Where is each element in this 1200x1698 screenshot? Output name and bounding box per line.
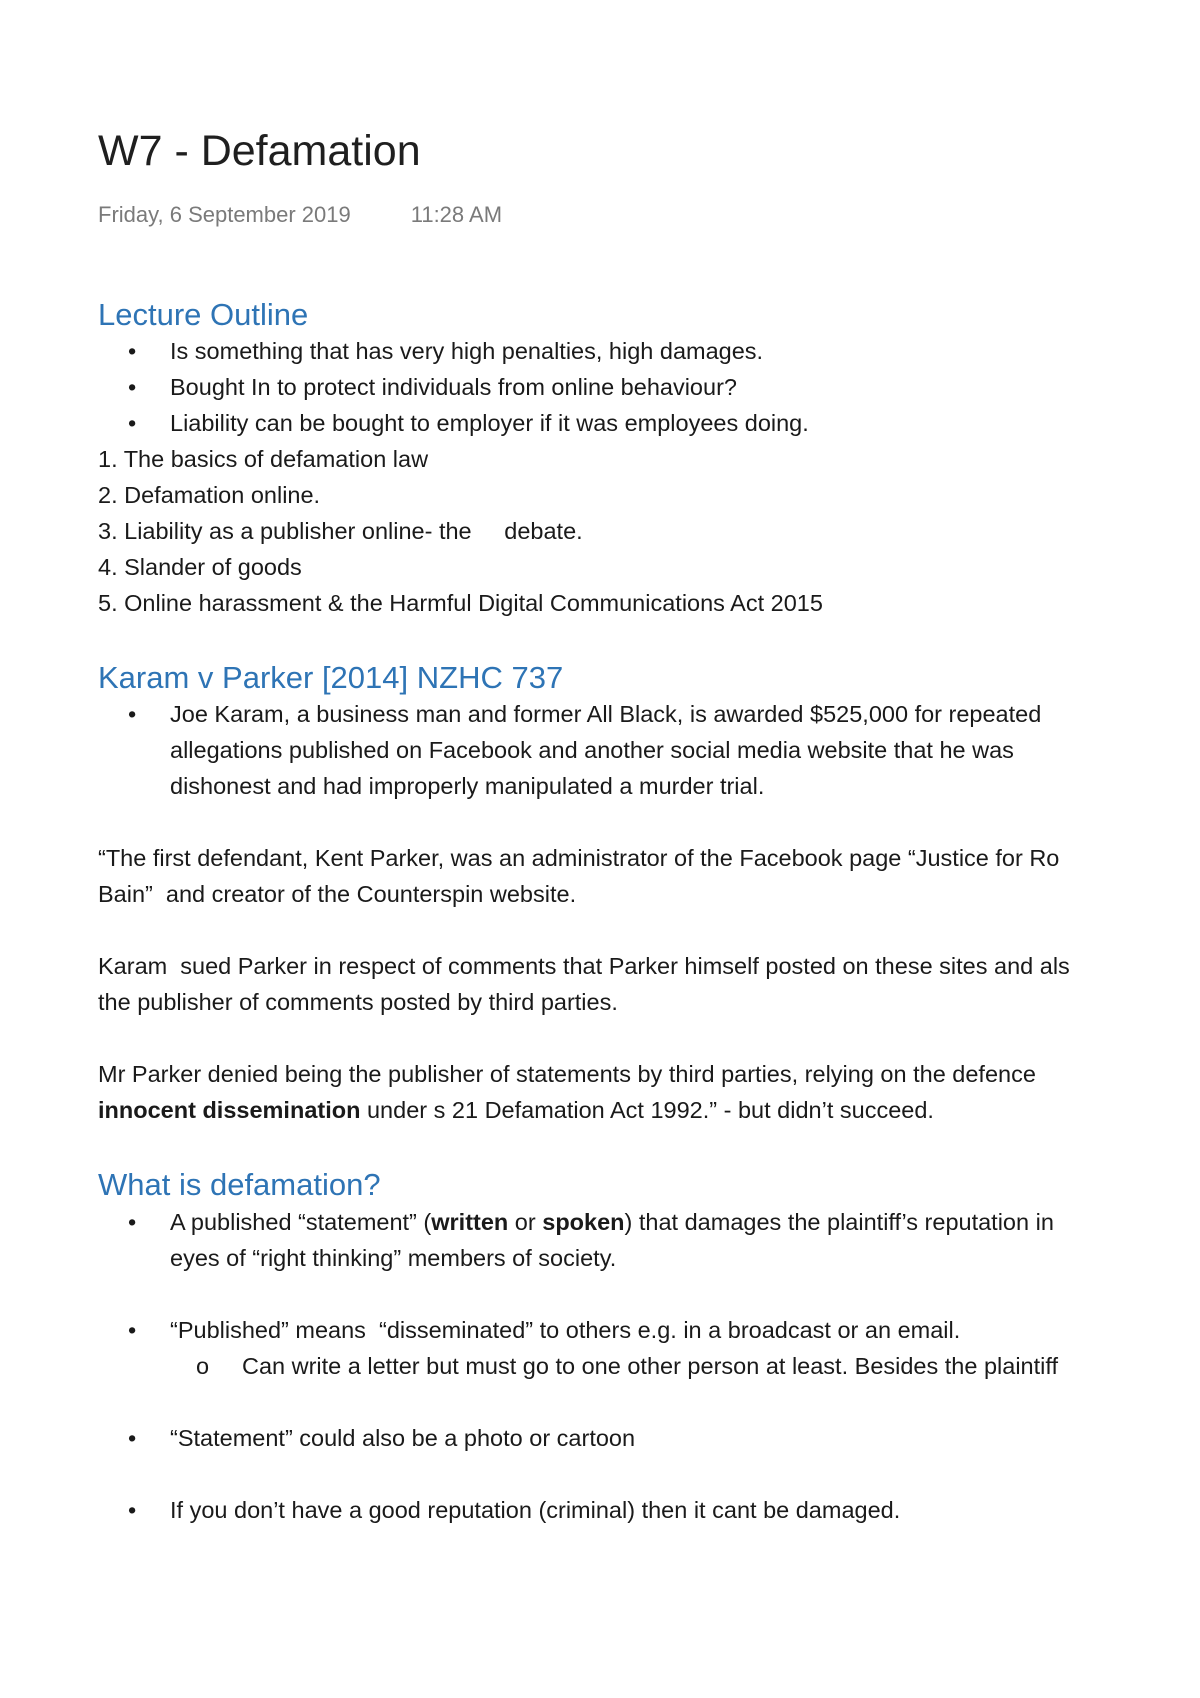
section-heading: What is defamation? [98, 1167, 381, 1203]
list-item: • “Statement” could also be a photo or cartoon [98, 1420, 1200, 1456]
list-item: • Is something that has very high penalties, high damages. [98, 333, 1200, 369]
paragraph: “The first defendant, Kent Parker, was an administrator of the Facebook page “Justice for Ro Bain” and creator of the Counterspin website. [98, 845, 1060, 908]
bullet-list [98, 1420, 1200, 1528]
bold-term: innocent dissemination [98, 1097, 361, 1124]
list-item: • Bought In to protect individuals from online behaviour? [98, 369, 1200, 405]
list-item: 4. Slander of goods [98, 554, 302, 581]
paragraph: Karam sued Parker in respect of comments that Parker himself posted on these sites and als the publisher of comments posted by third parties. [98, 953, 1070, 1016]
sub-bullet-list [98, 1348, 1200, 1384]
bullet-icon: • [128, 1316, 137, 1343]
bullet-list [98, 1204, 1200, 1348]
bullet-list [98, 333, 1200, 441]
bullet-icon: • [128, 338, 137, 365]
paragraph: Mr Parker denied being the publisher of statements by third parties, relying on the defence innocent dissemination under s 21 Defamation Act 1992.” - but didn’t succeed. [98, 1061, 1036, 1124]
note-time: 11:28 AM [410, 202, 503, 227]
list-item: • A published “statement” (written or spoken) that damages the plaintiff’s reputation in eyes of “right thinking” members of society. [98, 1204, 1200, 1276]
list-item: 1. The basics of defamation law [98, 446, 429, 473]
section-what-is-defamation [98, 1166, 1200, 1527]
bullet-icon: • [128, 1208, 137, 1235]
list-item: • Liability can be bought to employer if it was employees doing. [98, 405, 1200, 441]
list-item: • “Published” means “disseminated” to others e.g. in a broadcast or an email. [98, 1312, 1200, 1348]
list-item: • Joe Karam, a business man and former All Black, is awarded $525,000 for repeated allegations published on Facebook and another social media website that he was dishonest and had improperly manipulated a murder trial. [98, 696, 1200, 804]
sub-bullet-icon: o [196, 1352, 210, 1379]
list-item: 5. Online harassment & the Harmful Digital Communications Act 2015 [98, 590, 823, 617]
section-heading: Lecture Outline [98, 297, 309, 332]
page-title: W7 - Defamation [98, 127, 421, 175]
bullet-icon: • [128, 410, 137, 437]
list-item: • If you don’t have a good reputation (criminal) then it cant be damaged. [98, 1492, 1200, 1528]
section-lecture-outline [98, 296, 1200, 621]
bullet-icon: • [128, 1424, 137, 1451]
note-metadata [98, 202, 1200, 228]
section-karam-v-parker [98, 659, 1200, 1128]
bullet-list [98, 696, 1200, 804]
bullet-icon: • [128, 374, 137, 401]
numbered-list [98, 441, 1200, 621]
list-item: o Can write a letter but must go to one other person at least. Besides the plaintiff [98, 1348, 1200, 1384]
section-heading: Karam v Parker [2014] NZHC 737 [98, 660, 564, 696]
note-date: Friday, 6 September 2019 [98, 202, 351, 227]
bullet-icon: • [128, 701, 137, 728]
list-item: 2. Defamation online. [98, 482, 321, 509]
bullet-icon: • [128, 1496, 137, 1523]
note-content [98, 127, 1200, 1528]
list-item: 3. Liability as a publisher online- the debate. [98, 518, 583, 545]
